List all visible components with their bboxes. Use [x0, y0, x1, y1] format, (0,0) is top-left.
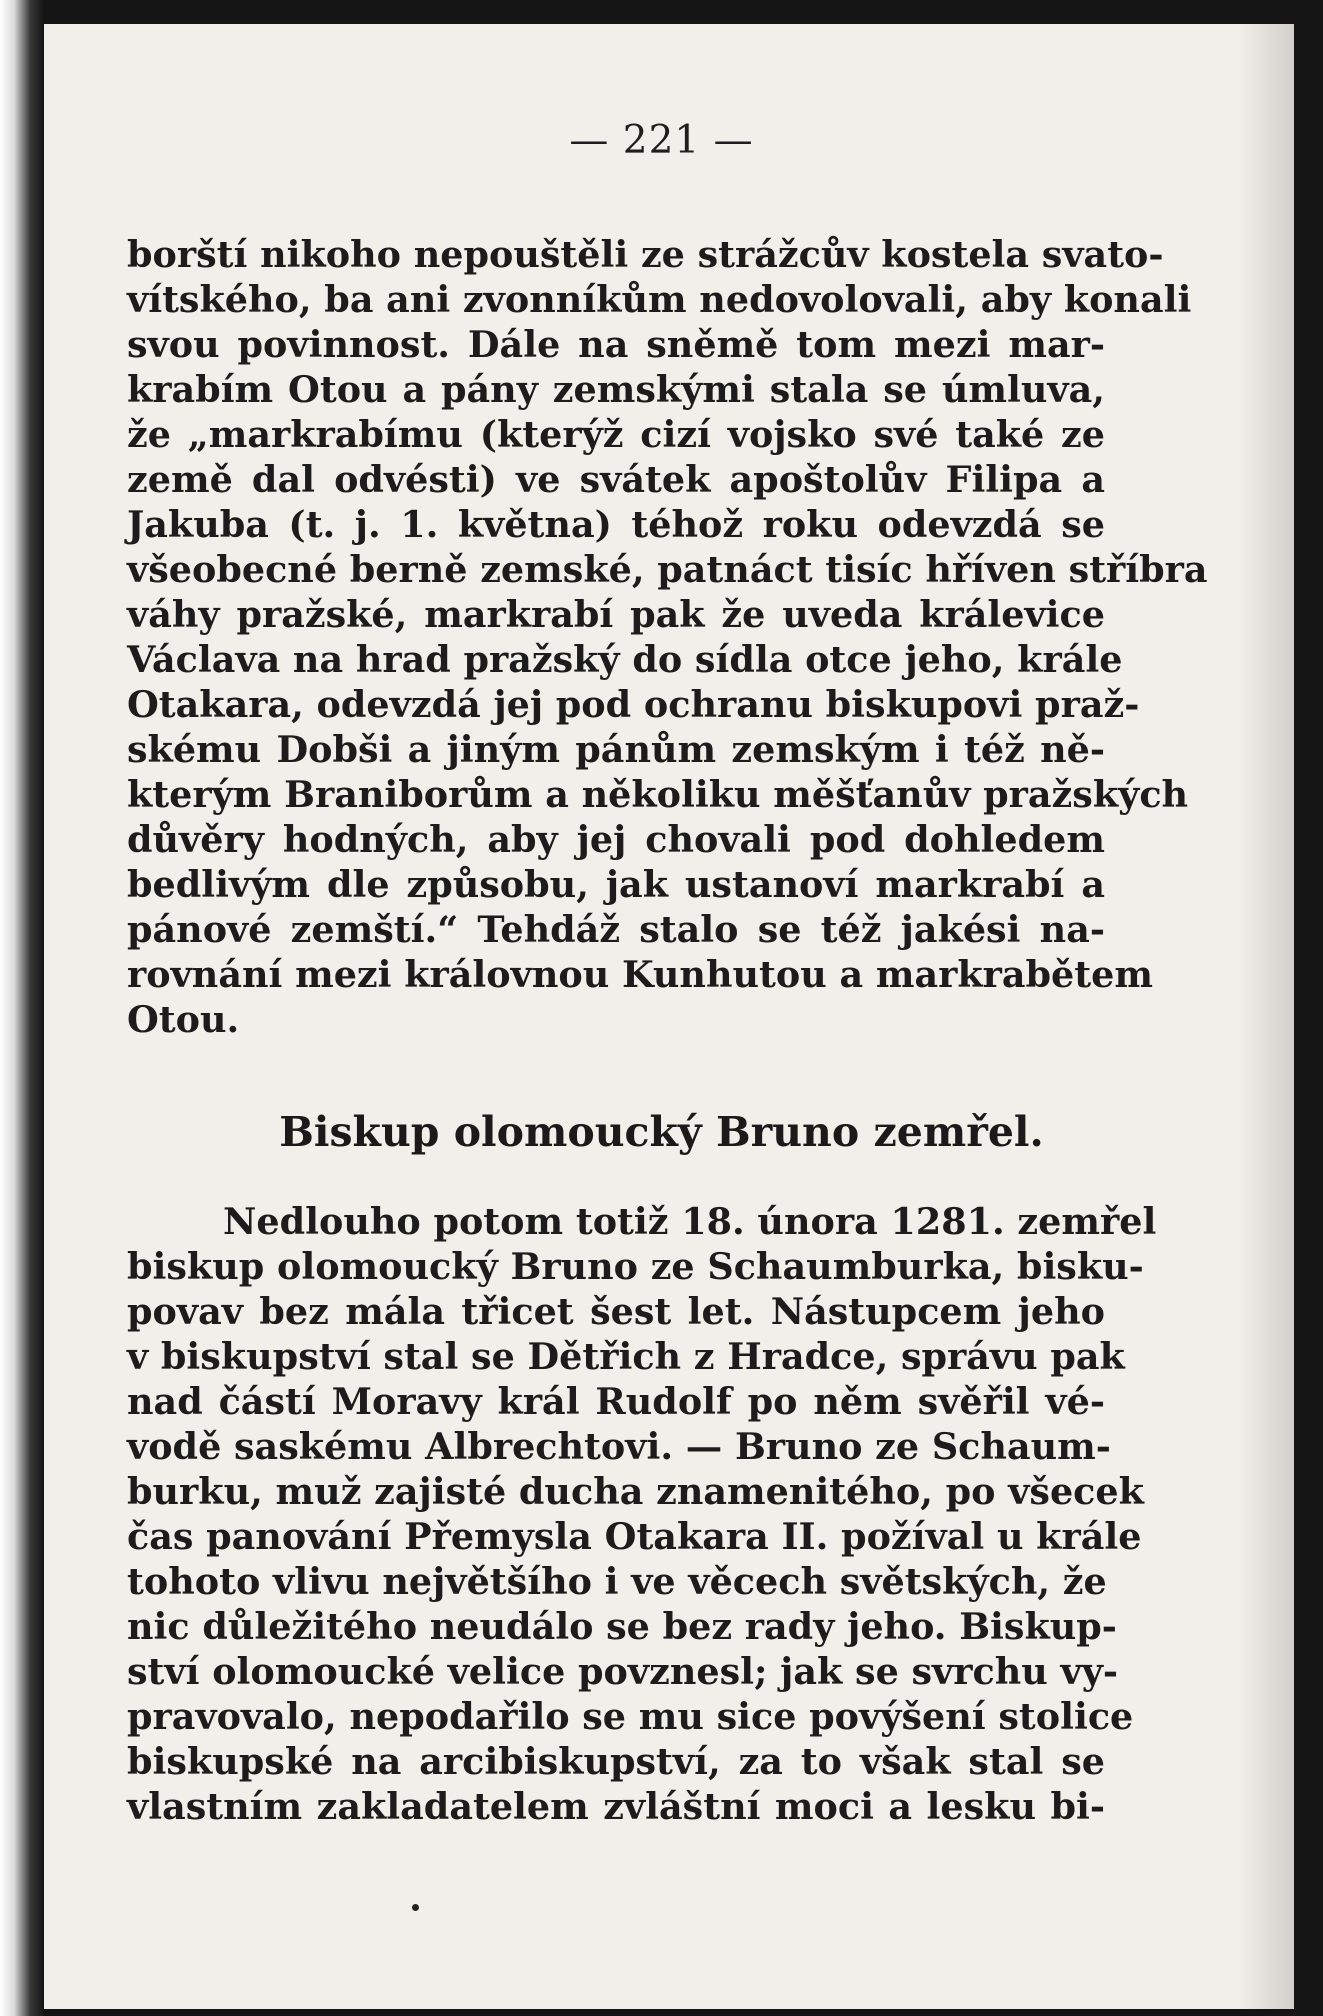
text-line: že „markrabímu (kterýž cizí vojsko své také ze	[127, 413, 1105, 456]
text-line: biskupské na arcibiskupství, za to však stal se	[127, 1740, 1105, 1783]
paragraph-2	[127, 1199, 1157, 1829]
text-line: svou povinnost. Dále na sněmě tom mezi mar-	[127, 323, 1105, 366]
page-edge-shadow	[0, 0, 44, 2016]
text-line: Václava na hrad pražský do sídla otce jeho, krále	[127, 638, 1123, 681]
text-line: povav bez mála třicet šest let. Nástupcem jeho	[127, 1290, 1105, 1333]
text-line: pravovalo, nepodařilo se mu sice povýšení stolice	[127, 1695, 1134, 1738]
ink-speck	[412, 1904, 419, 1911]
text-line: Otou.	[127, 998, 240, 1041]
text-line: kterým Braniborům a několiku měšťanův pražských	[127, 773, 1189, 816]
text-line: borští nikoho nepouštěli ze strážcův kostela svato-	[127, 233, 1164, 276]
text-line: Nedlouho potom totiž 18. února 1281. zemřel	[223, 1200, 1157, 1243]
text-line: vlastním zakladatelem zvláštní moci a lesku bi-	[127, 1785, 1105, 1828]
text-line: biskup olomoucký Bruno ze Schaumburka, bisku-	[127, 1245, 1144, 1288]
text-line: čas panování Přemysla Otakara II. požíval u krále	[127, 1515, 1142, 1558]
text-line: tohoto vlivu největšího i ve věcech světských, že	[127, 1560, 1107, 1603]
text-line: vítského, ba ani zvonníkům nedovolovali, aby konali	[127, 278, 1192, 321]
text-line: váhy pražské, markrabí pak že uveda králevice	[127, 593, 1105, 636]
text-line: Otakara, odevzdá jej pod ochranu biskupovi praž-	[127, 683, 1140, 726]
text-line: krabím Otou a pány zemskými stala se úmluva,	[127, 368, 1105, 411]
text-line: vodě saskému Albrechtovi. — Bruno ze Schaum-	[127, 1425, 1111, 1468]
text-line: nic důležitého neudálo se bez rady jeho. Biskup-	[127, 1605, 1117, 1648]
text-line: burku, muž zajisté ducha znamenitého, po všecek	[127, 1470, 1144, 1513]
paragraph-1	[127, 232, 1208, 1042]
text-line: nad částí Moravy král Rudolf po něm svěřil vé-	[127, 1380, 1105, 1423]
text-line: v biskupství stal se Dětřich z Hradce, správu pak	[127, 1335, 1125, 1378]
text-line: pánové zemští.“ Tehdáž stalo se též jakési na-	[127, 908, 1105, 951]
text-line: důvěry hodných, aby jej chovali pod dohledem	[127, 818, 1105, 861]
page-number: — 221 —	[569, 118, 754, 163]
text-line: ství olomoucké velice povznesl; jak se svrchu vy-	[127, 1650, 1119, 1693]
text-line: Jakuba (t. j. 1. května) téhož roku odevzdá se	[127, 503, 1105, 546]
text-line: země dal odvésti) ve svátek apoštolův Filipa a	[127, 458, 1105, 501]
text-line: bedlivým dle způsobu, jak ustanoví markrabí a	[127, 863, 1105, 906]
text-line: rovnání mezi královnou Kunhutou a markrabětem	[127, 953, 1153, 996]
text-line: skému Dobši a jiným pánům zemským i též ně-	[127, 728, 1105, 771]
section-heading: Biskup olomoucký Bruno zemřel.	[279, 1108, 1044, 1156]
text-line: všeobecné berně zemské, patnáct tisíc hříven stříbra	[127, 548, 1208, 591]
